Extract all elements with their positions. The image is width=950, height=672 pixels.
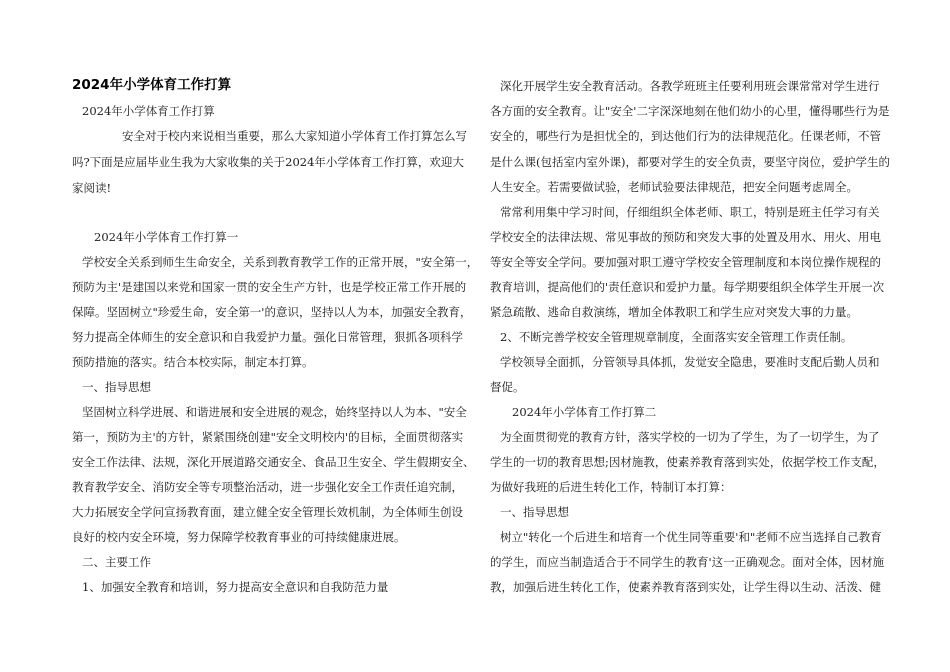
paragraph-line: 教育教学安全、消防安全等专项整治活动，进一步强化安全工作责任追究制， <box>72 480 463 494</box>
section-heading: 2024年小学体育工作打算二 <box>512 405 657 419</box>
paragraph-line: 坚固树立科学进展、和谐进展和安全进展的观念，始终坚持以人为本、"安全 <box>82 405 467 419</box>
section-heading: 一、指导思想 <box>82 380 151 394</box>
document-title: 2024年小学体育工作打算 <box>72 77 232 93</box>
subtitle: 2024年小学体育工作打算 <box>82 104 215 118</box>
intro-line: 家阅读! <box>72 181 112 195</box>
paragraph-line: 学校安全的法律法规、常见事故的预防和突发大事的处置及用水、用火、用电 <box>490 230 881 244</box>
paragraph-line: 教育培训，提高他们的'责任意识和爱护力量。每学期要组织全体学生开展一次 <box>490 280 885 294</box>
paragraph-line: 人生安全。若需要做试验，老师试验要法律规范，把安全问题考虑周全。 <box>490 180 858 194</box>
paragraph-line: 常常利用集中学习时间，仔细组织全体老师、职工，特别是班主任学习有关 <box>500 205 880 219</box>
paragraph-line: 学校领导全面抓，分管领导具体抓，发觉安全隐患，要准时支配后勤人员和 <box>500 355 880 369</box>
paragraph-line: 安全的，哪些行为是担忧全的，到达他们行为的法律规范化。任课老师，不管 <box>490 129 881 143</box>
paragraph-line: 各方面的安全教育。让"安全'二字深深地刻在他们幼小的心里，懂得哪些行为是 <box>490 104 890 118</box>
paragraph-line: 保障。坚固树立"珍爱生命，安全第一'的意识，坚持以人为本，加强安全教育， <box>72 305 472 319</box>
paragraph-line: 学生的一切的教育思想;因材施教，使素养教育落到实处，依据学校工作支配， <box>490 455 885 469</box>
paragraph-line: 是什么课(包括室内室外课)，都要对学生的安全负责，要坚守岗位，爱护学生的 <box>490 155 890 169</box>
section-heading: 2024年小学体育工作打算一 <box>94 230 239 244</box>
paragraph-line: 良好的校内安全环境，努力保障学校教育事业的可持续健康进展。 <box>72 530 406 544</box>
paragraph-line: 预防措施的落实。结合本校实际，制定本打算。 <box>72 355 314 369</box>
paragraph-line: 的学生，而应当制造适合于不同学生的教育'这一正确观念。面对全体，因材施 <box>490 555 885 569</box>
section-heading: 一、指导思想 <box>500 505 569 519</box>
paragraph-line: 树立"转化一个后进生和培育一个优生同等重要'和"老师不应当选择自己教育 <box>500 530 882 544</box>
paragraph-line: 教，加强后进生转化工作，使素养教育落到实处，让学生得以生动、活泼、健 <box>490 580 881 594</box>
paragraph-line: 深化开展学生安全教育活动。各教学班班主任要利用班会课常常对学生进行 <box>500 79 880 93</box>
paragraph-line: 督促。 <box>490 380 525 394</box>
paragraph-line: 安全工作法律、法规，深化开展道路交通安全、食品卫生安全、学生假期安全、 <box>72 455 475 469</box>
paragraph-line: 预防为主'是建国以来党和国家一贯的安全生产方针，也是学校正常工作开展的 <box>72 280 467 294</box>
intro-line: 吗?下面是应届毕业生我为大家收集的关于2024年小学体育工作打算，欢迎大 <box>72 155 464 169</box>
paragraph-line: 为做好我班的后进生转化工作，特制订本打算： <box>490 480 732 494</box>
paragraph-line: 紧急疏散、逃命自救演练，增加全体教职工和学生应对突发大事的力量。 <box>490 305 858 319</box>
section-heading: 二、主要工作 <box>82 555 151 569</box>
paragraph-line: 大力拓展安全学问宣扬教育面，建立健全安全管理长效机制，为全体师生创设 <box>72 505 463 519</box>
section-heading: 2、不断完善学校安全管理规章制度，全面落实安全管理工作责任制。 <box>500 330 853 344</box>
intro-line: 安全对于校内来说相当重要，那么大家知道小学体育工作打算怎么写 <box>122 129 467 143</box>
paragraph-line: 为全面贯彻党的教育方针，落实学校的一切为了学生，为了一切学生，为了 <box>500 430 880 444</box>
paragraph-line: 学校安全关系到师生生命安全，关系到教育教学工作的正常开展，"安全第一， <box>82 255 479 269</box>
paragraph-line: 努力提高全体师生的安全意识和自我爱护力量。强化日常管理，狠抓各项科学 <box>72 330 463 344</box>
paragraph-line: 1、加强安全教育和培训，努力提高安全意识和自我防范力量 <box>82 580 389 594</box>
paragraph-line: 第一，预防为主'的方针，紧紧围绕创建"安全文明校内'的目标，全面贯彻落实 <box>72 430 464 444</box>
paragraph-line: 等安全等安全学问。要加强对职工遵守学校安全管理制度和本岗位操作规程的 <box>490 255 881 269</box>
